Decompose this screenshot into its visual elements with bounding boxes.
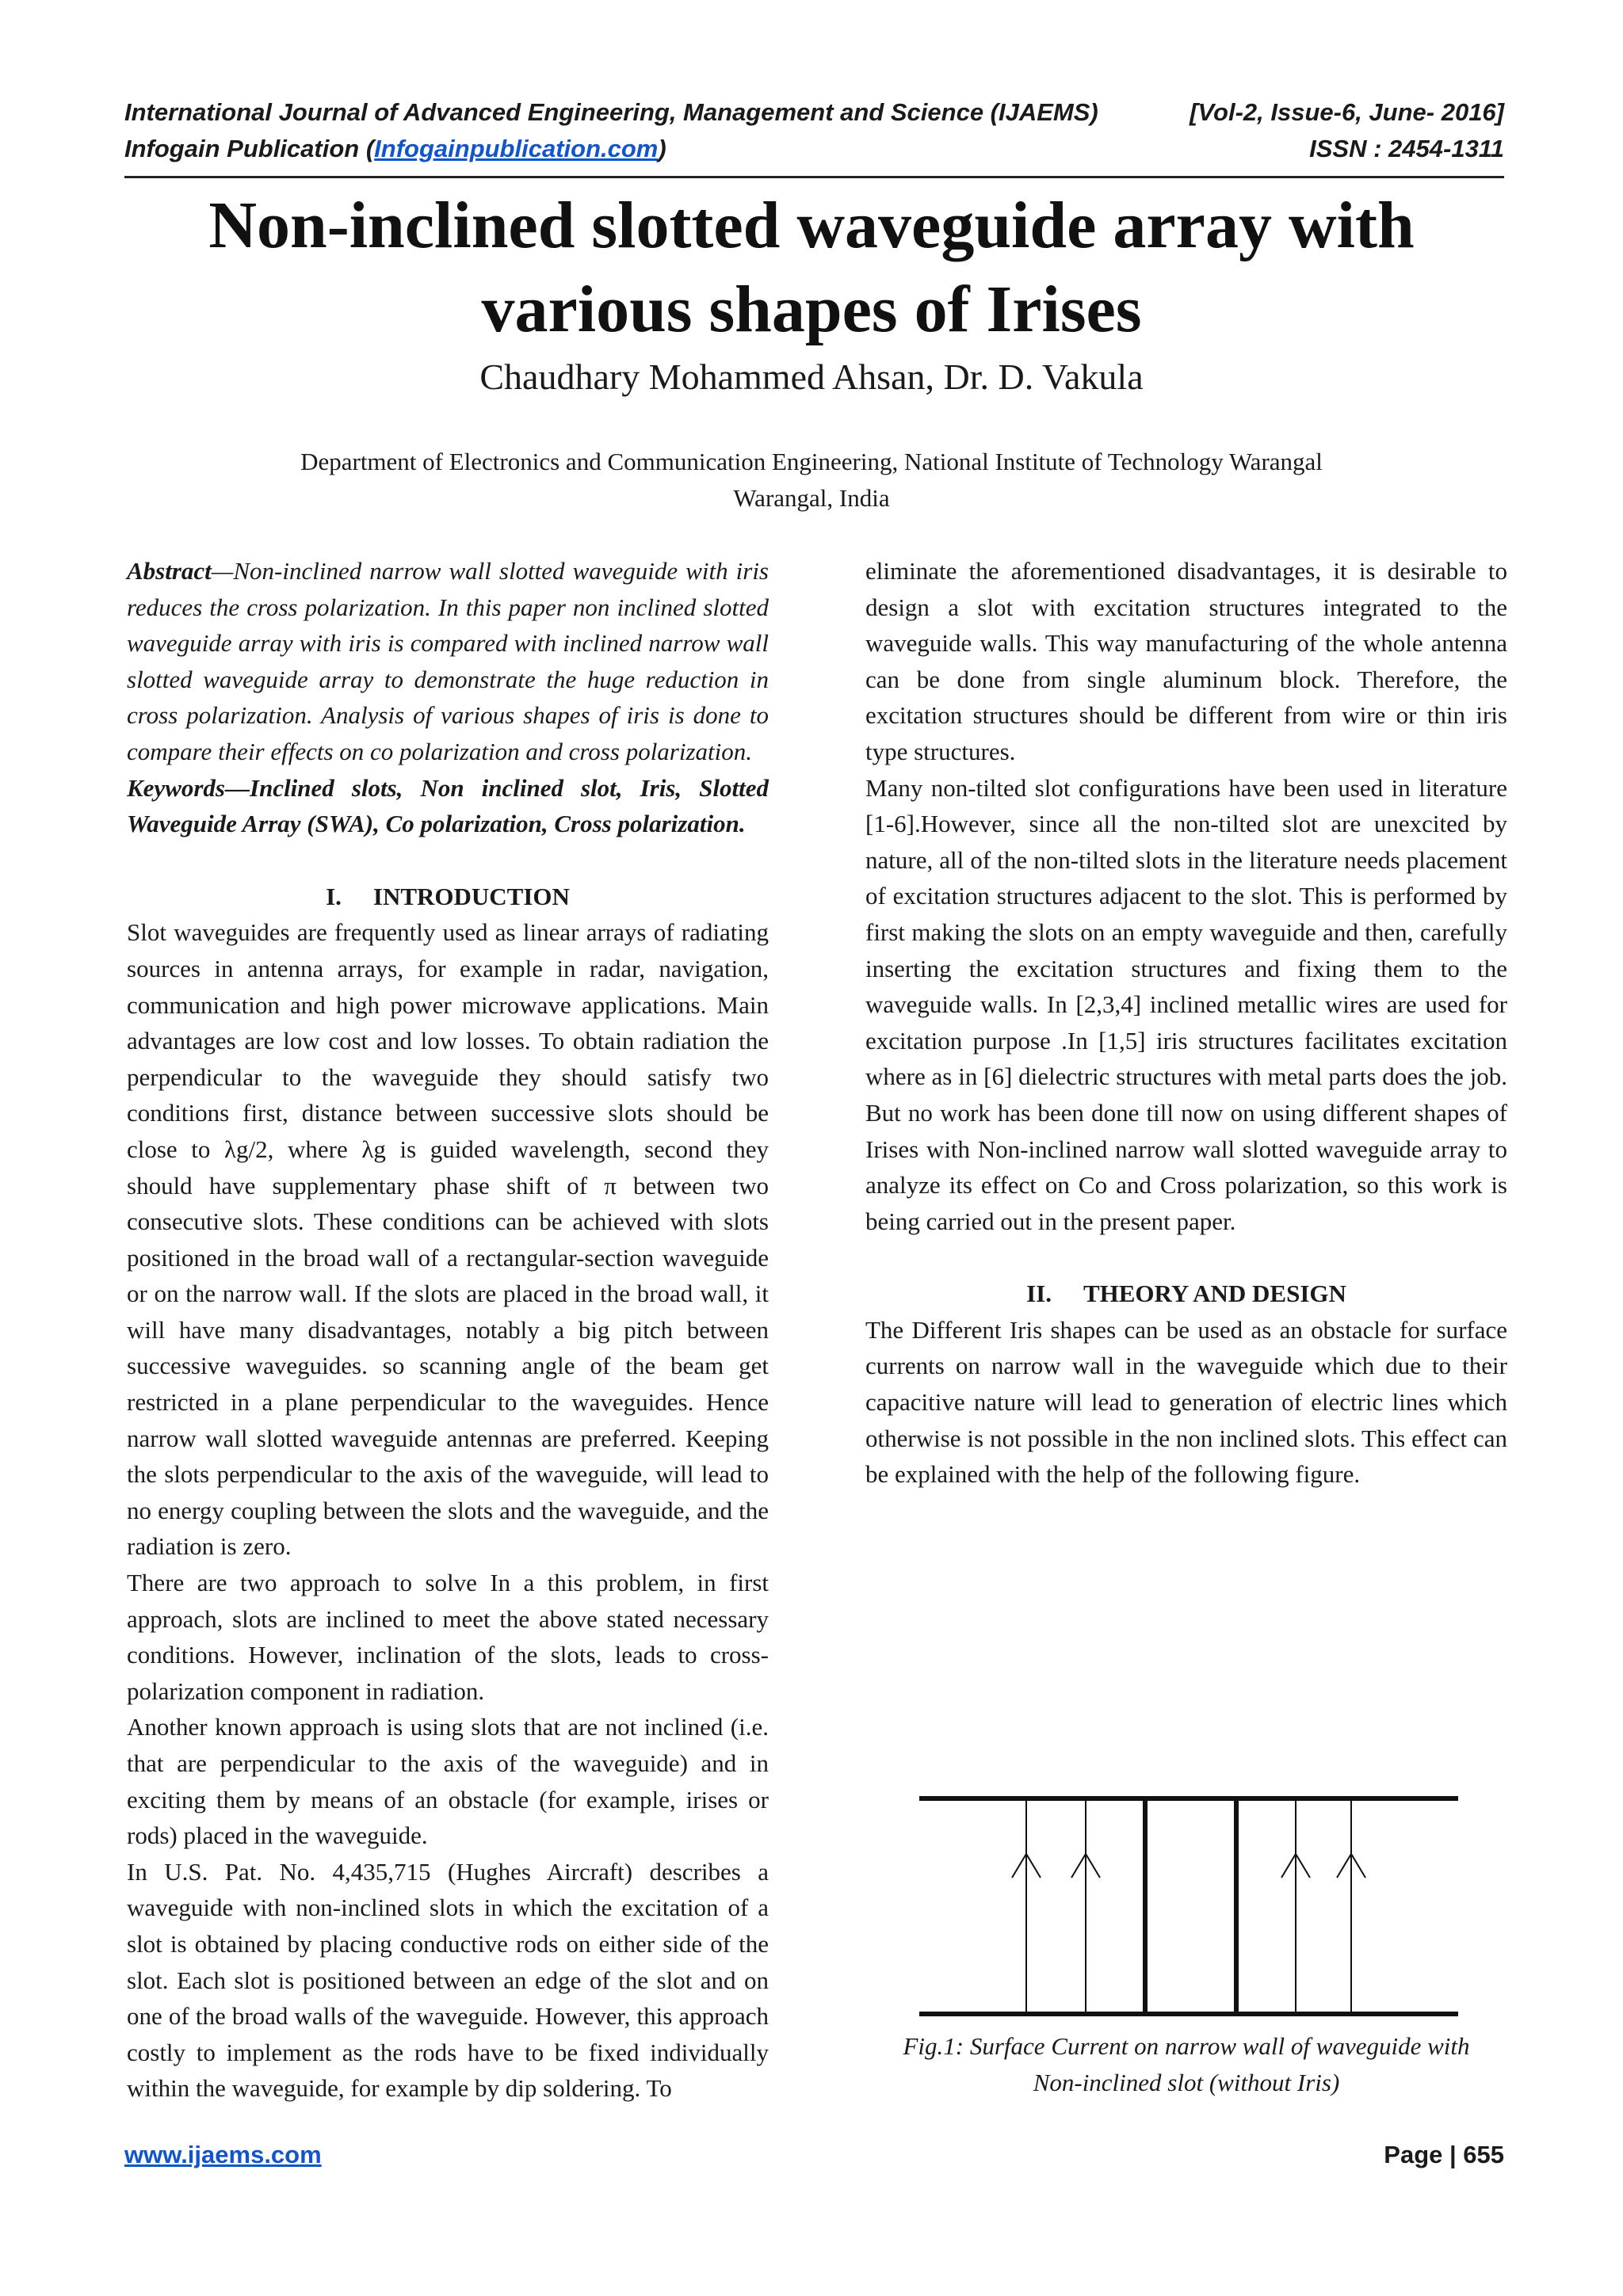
authors: Chaudhary Mohammed Ahsan, Dr. D. Vakula bbox=[479, 357, 1144, 397]
theory-paragraph-1: The Different Iris shapes can be used as an obstacle for surface currents on narrow wall in the waveguide which due to their capacitive nature will lead to generation of electric lines which otherwise is not possible in the non inclined slots. This effect can be explained with the help of the following figure. bbox=[865, 1315, 1507, 1489]
abstract: Abstract—Non-inclined narrow wall slotted waveguide with iris reduces the cross polarization. In this paper non inclined slotted waveguide array with iris is compared with inclined narrow wall slotted waveguide array to demonstrate the huge reduction in cross polarization. Analysis of various shapes of iris is done to compare their effects on co polarization and cross polarization. bbox=[127, 557, 769, 765]
intro-paragraph-4-continued: eliminate the aforementioned disadvantages, it is desirable to design a slot with excitation structures integrated to the waveguide walls. This way manufacturing of the whole antenna can be done from single aluminum block. Therefore, the excitation structures should be different from wire or thin iris type structures. bbox=[865, 557, 1507, 765]
issn: ISSN : 2454-1311 bbox=[1309, 135, 1504, 162]
figure-1-surface-current bbox=[919, 1792, 1458, 2022]
footer-url-link[interactable]: www.ijaems.com bbox=[124, 2141, 322, 2168]
journal-name: International Journal of Advanced Engineering, Management and Science (IJAEMS) bbox=[124, 98, 1098, 126]
affiliation: Department of Electronics and Communication Engineering, National Institute of Technology Warangal Warangal, India bbox=[300, 448, 1323, 512]
publisher-header bbox=[124, 135, 1504, 163]
right-column bbox=[865, 553, 1507, 1493]
page-footer bbox=[124, 2141, 1504, 2169]
intro-paragraph-4: In U.S. Pat. No. 4,435,715 (Hughes Aircraft) describes a waveguide with non-inclined slots in which the excitation of a slot is obtained by placing conductive rods on either side of the slot. Each slot is positioned between an edge of the slot and on one of the broad walls of the waveguide. However, this approach costly to implement as the rods have to be fixed individually within the waveguide, for example by dip soldering. To bbox=[127, 1857, 769, 2103]
intro-paragraph-5: Many non-tilted slot configurations have been used in literature [1-6].However, since all the non-tilted slot are unexcited by nature, all of the non-tilted slots in the literature needs placement of excitation structures adjacent to the slot. This is performed by first making the slots on an empty waveguide and then, carefully inserting the excitation structures and fixing them to the waveguide walls. In [2,3,4] inclined metallic wires are used for excitation purpose .In [1,5] iris structures facilitates excitation where as in [6] dielectric structures with metal parts does the job. But no work has been done till now on using different shapes of Irises with Non-inclined narrow wall slotted waveguide array to analyze its effect on Co and Cross polarization, so this work is being carried out in the present paper. bbox=[865, 773, 1507, 1235]
section-heading-introduction: I. INTRODUCTION bbox=[326, 882, 570, 910]
left-column bbox=[127, 553, 769, 2107]
volume-info: [Vol-2, Issue-6, June- 2016] bbox=[1190, 98, 1504, 126]
section-heading-theory: II. THEORY AND DESIGN bbox=[1026, 1280, 1346, 1308]
paper-title: Non-inclined slotted waveguide array with various shapes of Irises bbox=[208, 189, 1415, 346]
publisher: Infogain Publication (Infogainpublication.com) bbox=[124, 135, 666, 162]
intro-paragraph-2: There are two approach to solve In a this problem, in first approach, slots are inclined to meet the above stated necessary conditions. However, inclination of the slots, leads to cross-polarization component in radiation. bbox=[127, 1569, 769, 1705]
intro-paragraph-1: Slot waveguides are frequently used as linear arrays of radiating sources in antenna arrays, for example in radar, navigation, communication and high power microwave applications. Main advantages are low cost and low losses. To obtain radiation the perpendicular to the waveguide they should satisfy two conditions first, distance between successive slots should be close to λg/2, where λg is guided wavelength, second they should have supplementary phase shift of π between two consecutive slots. These conditions can be achieved with slots positioned in the broad wall of a rectangular-section waveguide or on the narrow wall. If the slots are placed in the broad wall, it will have many disadvantages, notably a big pitch between successive waveguides. so scanning angle of the beam get restricted in a plane perpendicular to the waveguides. Hence narrow wall slotted waveguide antennas are preferred. Keeping the slots perpendicular to the axis of the waveguide, will lead to no energy coupling between the slots and the waveguide, and the radiation is zero. bbox=[127, 918, 769, 1561]
publisher-link[interactable]: Infogainpublication.com bbox=[374, 135, 659, 162]
page-number: Page | 655 bbox=[1384, 2141, 1504, 2168]
running-header bbox=[124, 98, 1504, 127]
intro-paragraph-3: Another known approach is using slots that are not inclined (i.e. that are perpendicular to the axis of the waveguide) and in exciting them by means of an obstacle (for example, irises or rods) placed in the waveguide. bbox=[127, 1713, 769, 1850]
keywords: Keywords—Inclined slots, Non inclined slot, Iris, Slotted Waveguide Array (SWA), Co polarization, Cross polarization. bbox=[127, 773, 769, 838]
header-rule bbox=[124, 176, 1504, 178]
figure-1-caption: Fig.1: Surface Current on narrow wall of waveguide with Non-inclined slot (without Iris) bbox=[903, 2032, 1470, 2096]
